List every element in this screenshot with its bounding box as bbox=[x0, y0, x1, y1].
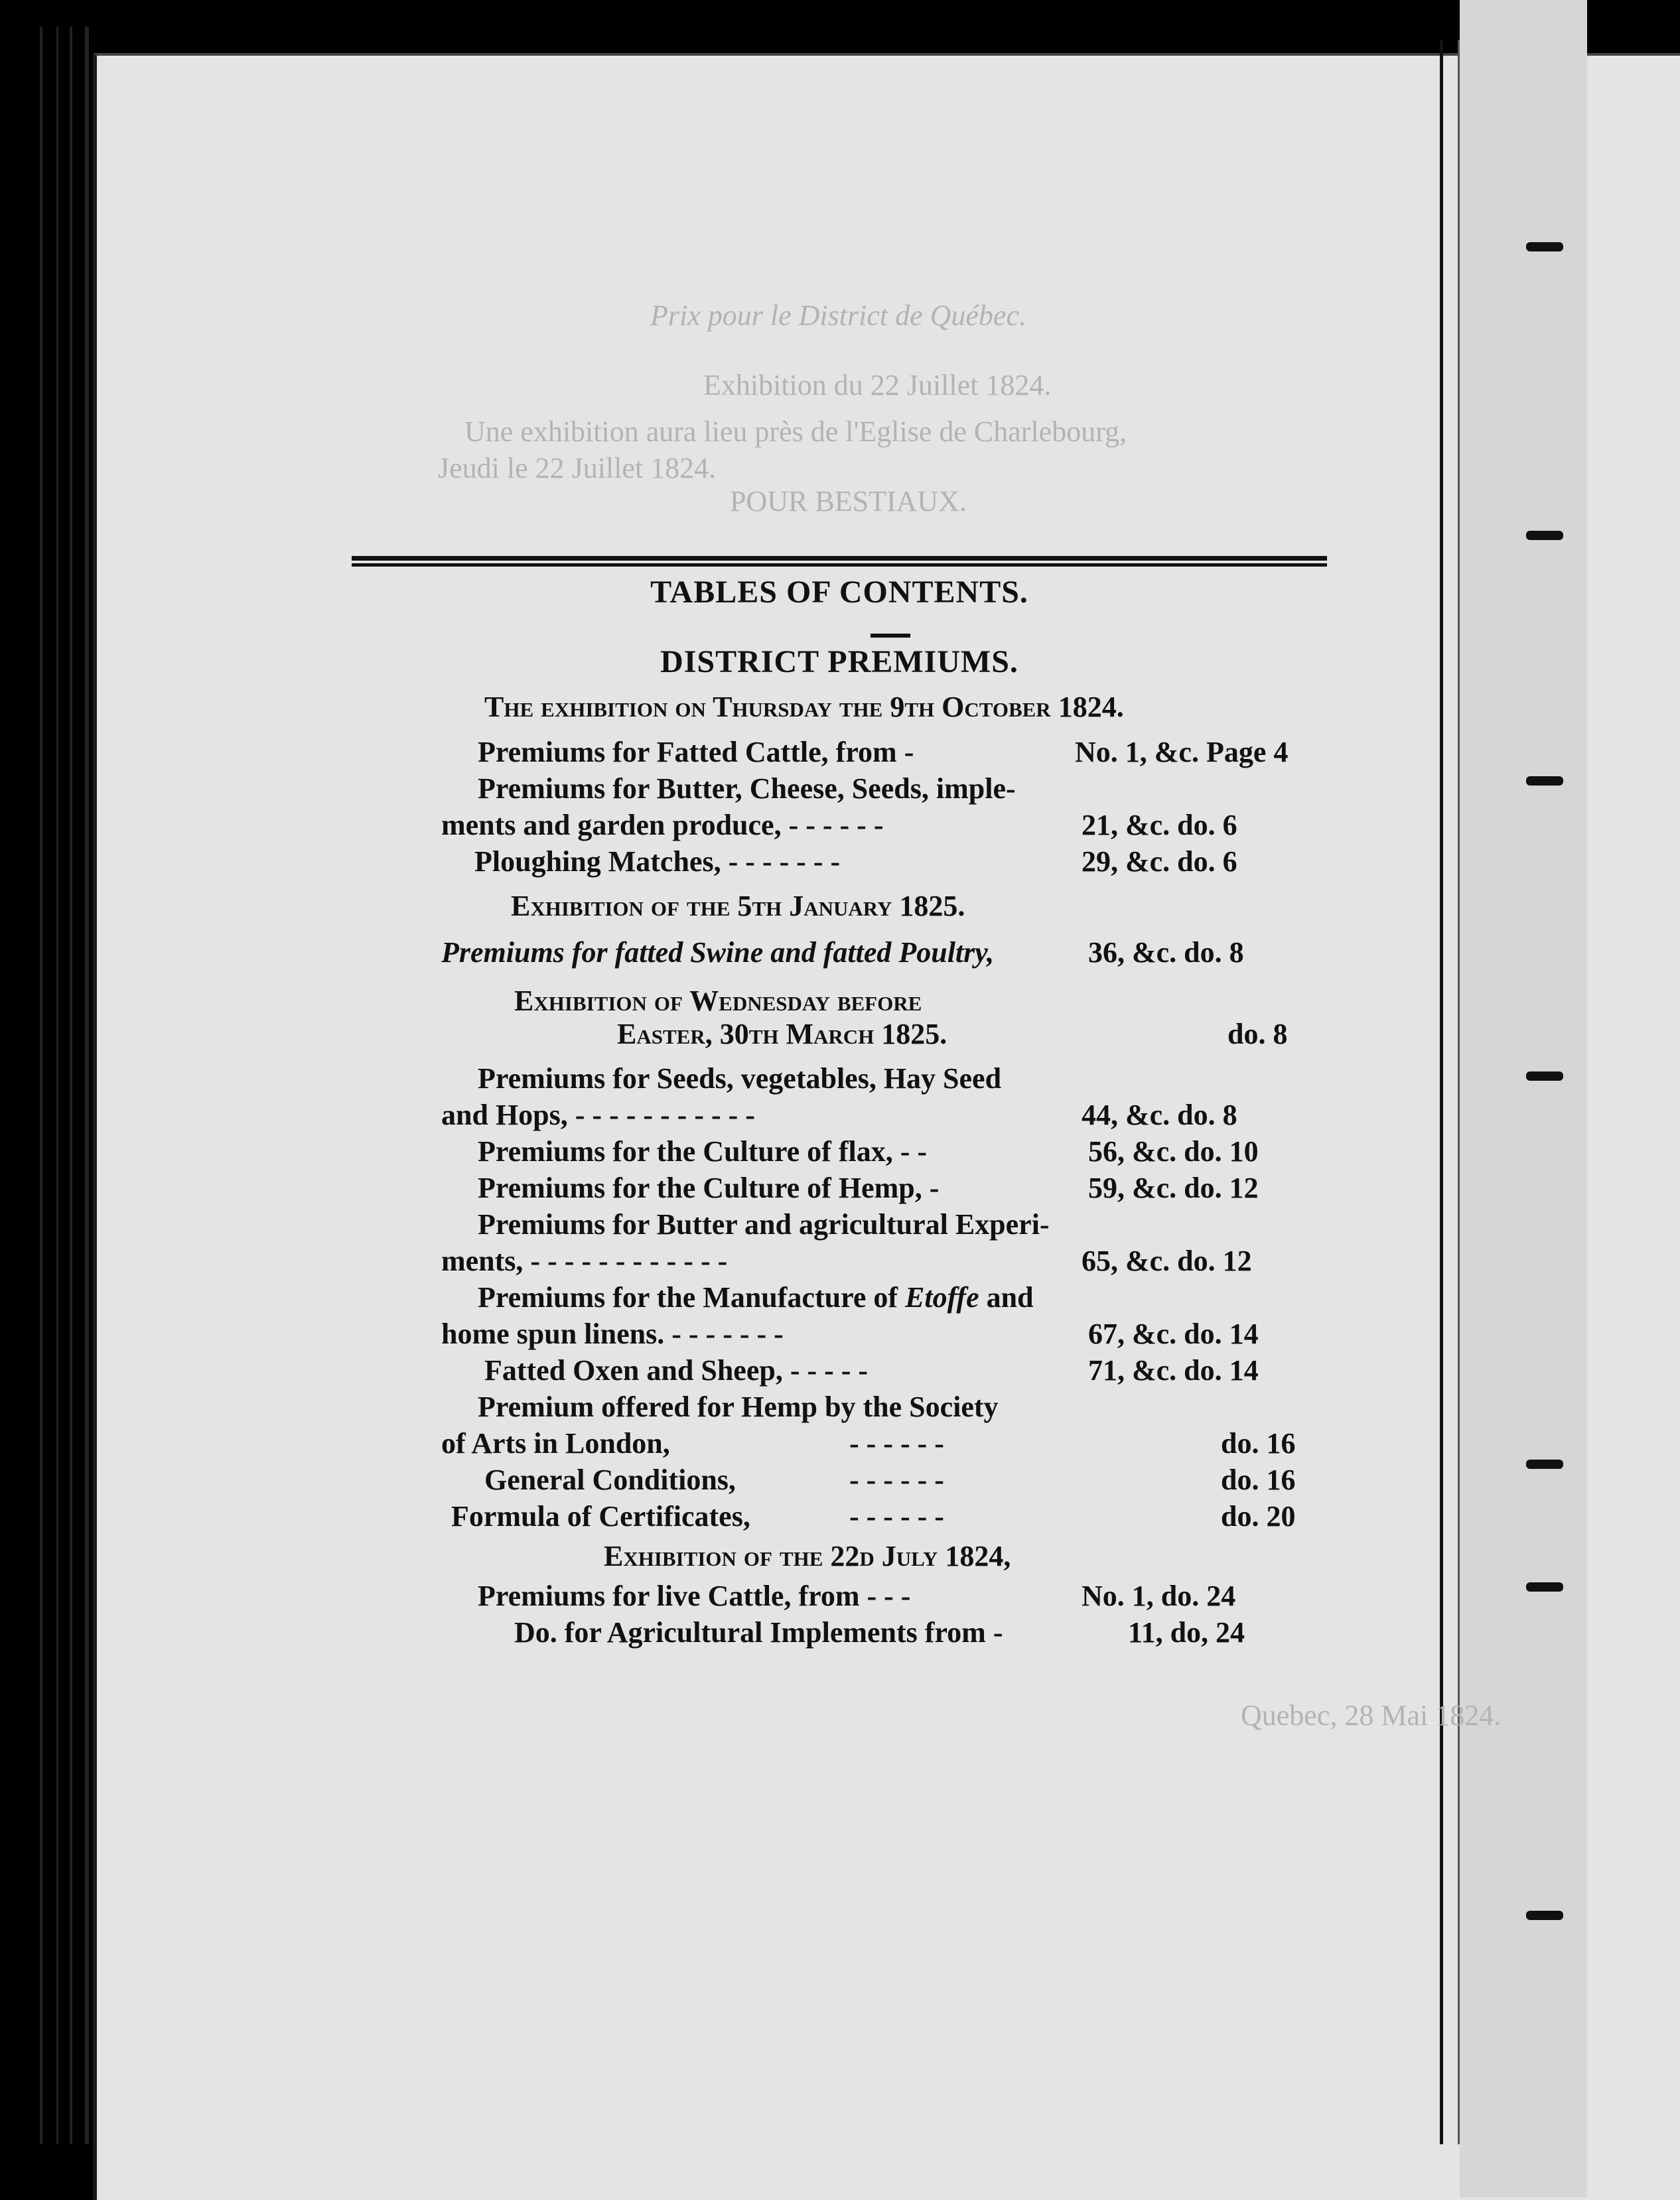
bleed-through-text: Quebec, 28 Mai 1824. bbox=[1241, 1699, 1502, 1732]
toc-page-ref: do. 16 bbox=[1221, 1427, 1296, 1460]
toc-entry: General Conditions, bbox=[484, 1464, 736, 1496]
binding-stitch bbox=[1526, 531, 1563, 540]
toc-entry: Premiums for the Culture of flax, - - bbox=[478, 1135, 927, 1168]
exhibition-heading: Easter, 30th March 1825. bbox=[617, 1018, 947, 1050]
exhibition-heading: Exhibition of the 5th January 1825. bbox=[511, 890, 965, 922]
toc-page-ref: 59, &c. do. 12 bbox=[1088, 1172, 1259, 1204]
toc-entry-text: and bbox=[979, 1281, 1034, 1314]
toc-entry: home spun linens. - - - - - - - bbox=[441, 1318, 784, 1350]
toc-page-ref: 56, &c. do. 10 bbox=[1088, 1135, 1259, 1168]
toc-page-ref: 11, do, 24 bbox=[1128, 1616, 1245, 1649]
toc-page-ref: 67, &c. do. 14 bbox=[1088, 1318, 1259, 1350]
bleed-through-text: Exhibition du 22 Juillet 1824. bbox=[703, 369, 1052, 401]
toc-page-ref: 71, &c. do. 14 bbox=[1088, 1354, 1259, 1387]
binding-stitch bbox=[1526, 1911, 1563, 1920]
exhibition-heading: Exhibition of Wednesday before bbox=[514, 985, 922, 1017]
double-rule bbox=[352, 556, 1327, 571]
page-fold bbox=[1440, 40, 1460, 2144]
exhibition-heading: Exhibition of the 22d July 1824, bbox=[604, 1540, 1011, 1572]
toc-entry bbox=[478, 1280, 1034, 1314]
bleed-through-text: POUR BESTIAUX. bbox=[730, 485, 967, 517]
book-spine bbox=[0, 27, 93, 2144]
page-title: TABLES OF CONTENTS. bbox=[650, 575, 1028, 610]
toc-page-ref: do. 16 bbox=[1221, 1464, 1296, 1496]
toc-entry: Premiums for fatted Swine and fatted Poultry, bbox=[441, 936, 995, 969]
toc-entry: of Arts in London, bbox=[441, 1427, 670, 1460]
toc-leader: - - - - - - bbox=[849, 1427, 944, 1460]
bleed-through-text: Jeudi le 22 Juillet 1824. bbox=[438, 452, 717, 484]
binding-stitch bbox=[1526, 1071, 1563, 1081]
toc-entry-text: Premiums for the Manufacture of bbox=[478, 1281, 905, 1314]
toc-entry: Premiums for Butter and agricultural Experi- bbox=[478, 1208, 1050, 1241]
binding-stitch bbox=[1526, 1460, 1563, 1469]
toc-page-ref: 36, &c. do. 8 bbox=[1088, 936, 1244, 969]
toc-entry: Premium offered for Hemp by the Society bbox=[478, 1391, 999, 1423]
binding-stitch bbox=[1526, 776, 1563, 786]
section-heading: DISTRICT PREMIUMS. bbox=[660, 644, 1018, 679]
toc-entry: Fatted Oxen and Sheep, - - - - - bbox=[484, 1354, 869, 1387]
toc-page-ref: No. 1, &c. Page 4 bbox=[1075, 736, 1289, 768]
toc-entry: Formula of Certificates, bbox=[451, 1500, 750, 1533]
toc-page-ref: 65, &c. do. 12 bbox=[1082, 1245, 1252, 1277]
toc-page-ref: 21, &c. do. 6 bbox=[1082, 809, 1237, 841]
bleed-through-text: Une exhibition aura lieu près de l'Eglise de Charlebourg, bbox=[464, 415, 1127, 448]
toc-entry: Do. for Agricultural Implements from - bbox=[514, 1616, 1003, 1649]
toc-leader: - - - - - - bbox=[849, 1464, 944, 1496]
toc-entry: Premiums for the Culture of Hemp, - bbox=[478, 1172, 940, 1204]
toc-page-ref: No. 1, do. 24 bbox=[1082, 1580, 1236, 1612]
binding-stitch bbox=[1526, 1582, 1563, 1592]
toc-page-ref: do. 8 bbox=[1227, 1018, 1288, 1050]
toc-page-ref: do. 20 bbox=[1221, 1500, 1296, 1533]
binding-stitch bbox=[1526, 242, 1563, 251]
toc-entry: ments, - - - - - - - - - - - - bbox=[441, 1245, 728, 1277]
exhibition-heading: The exhibition on Thursday the 9th October 1824. bbox=[484, 691, 1124, 723]
toc-entry: Premiums for Fatted Cattle, from - bbox=[478, 736, 914, 768]
toc-entry: Premiums for live Cattle, from - - - bbox=[478, 1580, 911, 1612]
toc-page-ref: 44, &c. do. 8 bbox=[1082, 1099, 1237, 1131]
toc-leader: - - - - - - bbox=[849, 1500, 944, 1533]
bleed-through-text: Prix pour le District de Québec. bbox=[650, 299, 1026, 332]
toc-page-ref: 29, &c. do. 6 bbox=[1082, 845, 1237, 878]
toc-entry: Premiums for Butter, Cheese, Seeds, imple- bbox=[478, 772, 1016, 805]
toc-entry: and Hops, - - - - - - - - - - - bbox=[441, 1099, 755, 1131]
toc-entry: ments and garden produce, - - - - - - bbox=[441, 809, 884, 841]
toc-entry-italic: Etoffe bbox=[905, 1281, 979, 1314]
title-divider bbox=[871, 634, 910, 638]
facing-page-edge bbox=[1460, 0, 1587, 2197]
toc-entry: Ploughing Matches, - - - - - - - bbox=[474, 845, 841, 878]
toc-entry: Premiums for Seeds, vegetables, Hay Seed bbox=[478, 1062, 1002, 1095]
